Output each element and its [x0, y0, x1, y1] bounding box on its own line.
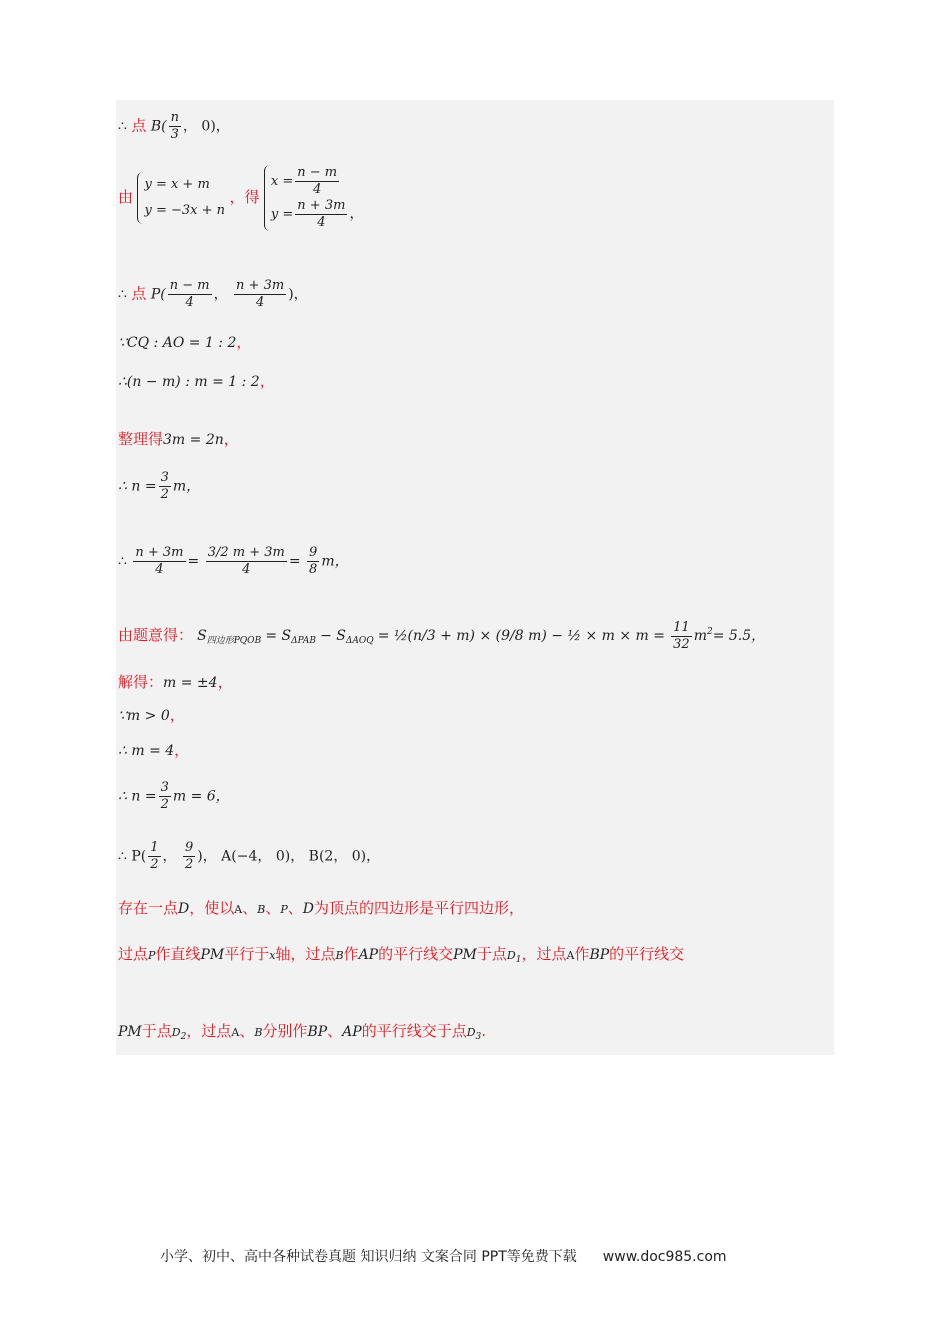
fraction: $\frac{n + 3m}{4}$: [236, 278, 285, 310]
math: m: [693, 628, 707, 644]
text: .: [481, 1022, 487, 1040]
subscript: 3: [475, 1032, 482, 1042]
therefore-symbol: ∴: [118, 286, 127, 303]
punct: ，: [259, 372, 275, 390]
fraction: $\frac{3}{2}$: [160, 470, 169, 502]
punct: ，: [217, 673, 233, 691]
punct: ，: [223, 430, 239, 448]
line-m-value: [118, 741, 189, 760]
math: ∴ n =: [118, 788, 157, 805]
math: ∴ n =: [118, 478, 157, 495]
line-solve: [118, 673, 233, 692]
label: 由题意得：: [118, 626, 194, 644]
math: = S: [265, 628, 292, 644]
math: ∴ P(: [118, 848, 147, 865]
text: 、: [287, 899, 303, 917]
math: D: [171, 1026, 181, 1039]
line-simplify: [118, 430, 239, 449]
fraction: $\frac{n}{3}$: [170, 110, 179, 142]
math: B: [257, 903, 266, 916]
footer-link[interactable]: www.doc985.com: [602, 1249, 727, 1265]
separator: ，: [162, 848, 177, 865]
label: ，得: [229, 188, 260, 206]
math: = ½(n/3 + m) × (9/8 m) − ½ × m × m =: [377, 628, 666, 644]
math: A: [234, 903, 243, 916]
math: B(: [150, 118, 167, 135]
line-n-value: [118, 470, 200, 503]
math: m = 6，: [172, 788, 230, 805]
punct: ，: [174, 741, 190, 759]
text: ，使以: [189, 899, 235, 917]
label: 解得：: [118, 673, 164, 691]
page-footer: [160, 1246, 727, 1266]
math: D: [506, 949, 516, 962]
math: m = ±4: [163, 675, 218, 691]
solution-system: x = $\frac{n - m}{4}$ y = $\frac{n + 3m}{4}$ ，: [264, 165, 364, 231]
text: 、: [239, 1022, 255, 1040]
text: 分别作: [262, 1022, 308, 1040]
subscript: 1: [515, 955, 522, 965]
math: − S: [320, 628, 346, 644]
line-points: [118, 840, 380, 873]
label: 由: [118, 188, 134, 206]
math: 3m = 2n: [163, 432, 224, 448]
line-existence: [118, 899, 524, 919]
math: D: [178, 901, 190, 917]
line-m-positive: [118, 706, 185, 725]
equation-system: y = x + m y = −3x + n: [137, 172, 225, 224]
math: AP: [358, 947, 379, 963]
punct: ，: [169, 706, 185, 724]
math: m，: [172, 478, 201, 495]
math: )， A(−4， 0)， B(2， 0)，: [197, 848, 381, 865]
line-area-equation: [118, 620, 765, 653]
line-system: [118, 165, 363, 231]
math: P: [148, 949, 156, 962]
therefore-symbol: ∴: [118, 553, 127, 570]
text: 存在一点: [118, 899, 179, 917]
line-ratio: [118, 333, 251, 352]
label: 整理得: [118, 430, 164, 448]
line-construction-2: [118, 1022, 486, 1046]
text: 的平行线交于点: [361, 1022, 467, 1040]
math: B: [335, 949, 344, 962]
line-ratio-2: [118, 372, 275, 391]
line-point-b: [118, 110, 230, 143]
text: 的平行线交: [609, 945, 685, 963]
math: A: [231, 1026, 240, 1039]
math: P: [280, 903, 288, 916]
text: 作直线: [155, 945, 201, 963]
math: ∴(n − m) : m = 1 : 2: [118, 374, 260, 390]
text: 平行于: [224, 945, 270, 963]
footer-text: 小学、初中、高中各种试卷真题 知识归纳 文案合同 PPT等免费下载: [160, 1249, 577, 1265]
punct: ，: [236, 333, 252, 351]
line-substitute: [118, 545, 349, 578]
therefore-symbol: ∴: [118, 118, 127, 135]
equals: =: [187, 553, 200, 570]
text: 轴，过点: [275, 945, 336, 963]
math: BP: [307, 1024, 328, 1040]
math: P(: [150, 286, 166, 303]
fraction: $\frac{n - m}{4}$: [169, 278, 210, 310]
line-construction-1: [118, 945, 684, 969]
equals: =: [288, 553, 301, 570]
text: 、: [242, 899, 258, 917]
math: ∴ m = 4: [118, 743, 175, 759]
math: D: [466, 1026, 476, 1039]
text: 作: [343, 945, 359, 963]
math: = 5.5，: [712, 628, 766, 644]
text: 、: [265, 899, 281, 917]
fraction: $\frac{9}{8}$: [309, 545, 318, 577]
line-point-p: [118, 278, 308, 311]
fraction: $\frac{11}{32}$: [673, 620, 690, 652]
fraction: $\frac{9}{2}$: [184, 840, 194, 872]
math: ∵m > 0: [118, 708, 170, 724]
math: PM: [118, 1024, 142, 1040]
fraction: $\frac{n + 3m}{4}$: [135, 545, 184, 577]
text: 为顶点的四边形是平行四边形，: [314, 899, 525, 917]
text: 作: [574, 945, 590, 963]
math: m，: [321, 553, 349, 570]
math: ， 0)，: [182, 118, 230, 135]
subscript: ΔPAB: [291, 636, 316, 646]
text: 于点: [476, 945, 507, 963]
line-n-result: [118, 780, 230, 813]
math: PM: [200, 947, 225, 963]
math: ，: [213, 286, 228, 303]
superscript: 2: [706, 627, 713, 637]
math: B: [254, 1026, 263, 1039]
label: 点: [131, 116, 147, 135]
text: 于点: [141, 1022, 172, 1040]
subscript: 四边形PQOB: [206, 636, 262, 646]
math: PM: [453, 947, 477, 963]
fraction: $\frac{3}{2}$: [160, 780, 169, 812]
math: )，: [288, 286, 308, 303]
fraction: $\frac{1}{2}$: [150, 840, 159, 872]
text: 的平行线交: [378, 945, 454, 963]
math: D: [302, 901, 314, 917]
subscript: ΔAOQ: [345, 636, 374, 646]
label: 点: [131, 284, 147, 303]
text: ，过点: [521, 945, 567, 963]
math: AP: [342, 1024, 362, 1040]
text: ，过点: [186, 1022, 232, 1040]
math: x: [269, 949, 276, 962]
math: ∵CQ : AO = 1 : 2: [118, 335, 237, 351]
math: S: [197, 628, 207, 644]
subscript: 2: [180, 1032, 187, 1042]
math: BP: [589, 947, 610, 963]
math: A: [566, 949, 575, 962]
text: 过点: [118, 945, 149, 963]
text: 、: [327, 1022, 343, 1040]
fraction: $\frac{3/2 m + 3m}{4}$: [207, 545, 285, 577]
